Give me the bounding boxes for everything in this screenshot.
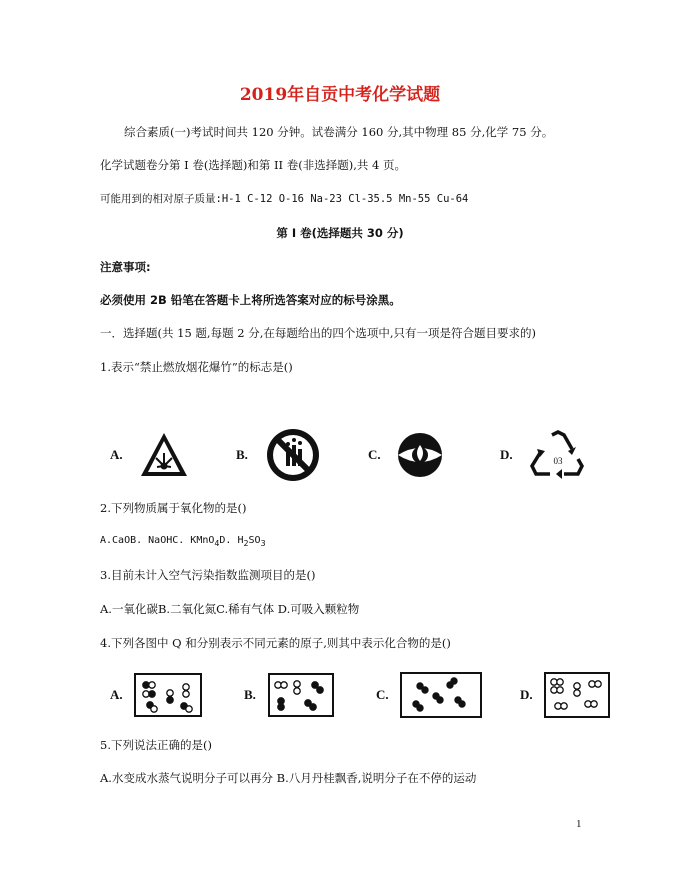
molecule-diagram-b [268, 673, 334, 717]
q1-option-d-label: D. [500, 447, 513, 462]
q4-option-d-label: D. [520, 687, 533, 702]
intro-line-1: 综合素质(一)考试时间共 120 分钟。试卷满分 160 分,其中物理 85 分,化学 75 分。 [124, 125, 554, 139]
question-2-stem: 2.下列物质属于氧化物的是() [100, 501, 247, 515]
intro-line-2: 化学试题卷分第 I 卷(选择题)和第 II 卷(非选择题),共 4 页。 [100, 158, 406, 172]
q4-option-c-label: C. [376, 687, 389, 702]
explosive-warning-icon [138, 429, 190, 481]
recycle-icon [528, 429, 588, 481]
page-number: 1 [576, 818, 582, 830]
q2-sub-1: 4 [214, 538, 220, 548]
q2-options-tail: SO [248, 535, 261, 546]
q2-sub-2: 2 [243, 538, 249, 548]
part-one-heading: 一．选择题(共 15 题,每题 2 分,在每题给出的四个选项中,只有一项是符合题目要求的) [100, 326, 537, 340]
water-saving-icon [396, 431, 444, 479]
q4-option-a-label: A. [110, 687, 123, 702]
molecule-diagram-d [544, 672, 610, 718]
atomic-mass-line: 可能用到的相对原子质量:H-1 C-12 O-16 Na-23 Cl-35.5 Mn-55 Cu-64 [100, 193, 469, 205]
recycle-code: 03 [553, 456, 563, 466]
molecule-diagram-c [400, 672, 482, 718]
question-3-stem: 3.目前未计入空气污染指数监测项目的是() [100, 568, 316, 582]
question-5-stem: 5.下列说法正确的是() [100, 738, 212, 752]
question-1-options [110, 426, 588, 484]
molecule-diagram-a [134, 673, 202, 717]
question-3-options: A.一氧化碳B.二氧化氮C.稀有气体 D.可吸入颗粒物 [100, 602, 360, 616]
question-1-stem: 1.表示“禁止燃放烟花爆竹”的标志是() [100, 360, 293, 374]
no-fireworks-icon [264, 426, 322, 484]
notice-body: 必须使用 2B 铅笔在答题卡上将所选答案对应的标号涂黑。 [100, 293, 401, 307]
notice-heading: 注意事项: [100, 260, 151, 274]
question-2-options [100, 535, 266, 548]
question-4-stem: 4.下列各图中 Q 和分别表示不同元素的原子,则其中表示化合物的是() [100, 636, 451, 650]
q1-option-a-label: A. [110, 447, 123, 462]
q2-options-prefix: A.CaOB. NaOHC. KMnO [100, 535, 215, 546]
question-5-options: A.水变成水蒸气说明分子可以再分 B.八月丹桂飘香,说明分子在不停的运动 [100, 771, 477, 785]
question-4-options [110, 672, 610, 718]
q1-option-c-label: C. [368, 447, 381, 462]
section-title: 第 I 卷(选择题共 30 分) [276, 226, 404, 240]
page-title: 2019年自贡中考化学试题 [239, 85, 441, 105]
q2-sub-3: 3 [260, 538, 266, 548]
q2-options-mid: D. H [219, 535, 244, 546]
q1-option-b-label: B. [236, 447, 248, 462]
q4-option-b-label: B. [244, 687, 256, 702]
